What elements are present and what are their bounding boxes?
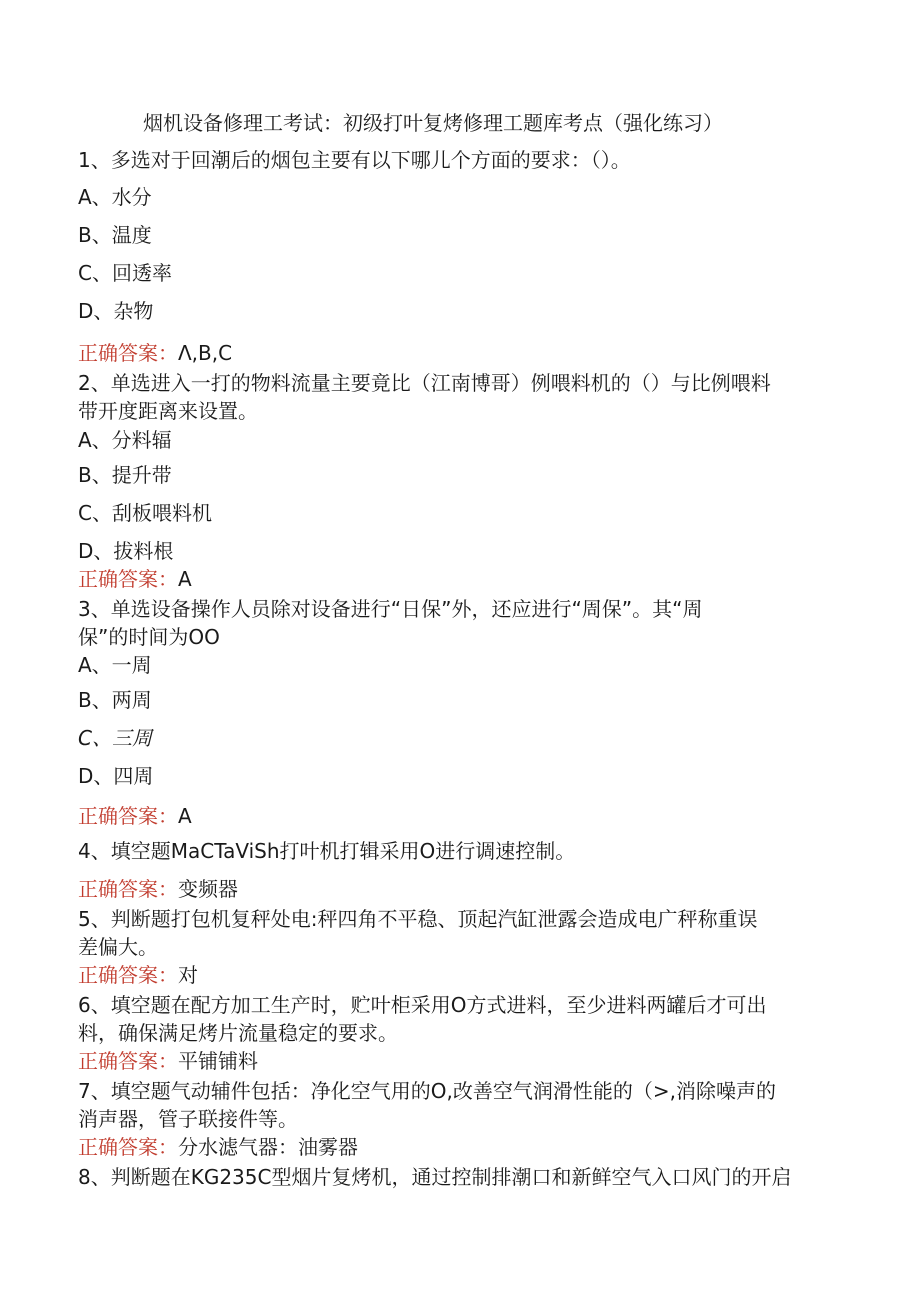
answer-label: 正确答案： bbox=[78, 1049, 178, 1073]
answer-value: 对 bbox=[178, 963, 198, 987]
question-2-stem-line-1: 2、单选进入一打的物料流量主要竟比（江南博哥）例喂料机的（）与比例喂料 bbox=[78, 371, 771, 395]
question-7-answer bbox=[78, 1134, 358, 1160]
question-1-answer bbox=[78, 340, 232, 366]
question-3-answer bbox=[78, 803, 192, 829]
question-3-stem-line-2: 保”的时间为OO bbox=[78, 625, 220, 649]
question-1-stem: 1、多选对于回潮后的烟包主要有以下哪儿个方面的要求：（）。 bbox=[78, 148, 631, 172]
question-1-option-a: A、水分 bbox=[78, 185, 152, 209]
answer-label: 正确答案： bbox=[78, 341, 178, 365]
question-7-stem-line-1: 7、填空题气动辅件包括：净化空气用的O,改善空气润滑性能的（>,消除噪声的 bbox=[78, 1079, 776, 1103]
answer-label: 正确答案： bbox=[78, 877, 178, 901]
question-5-answer bbox=[78, 962, 198, 988]
answer-label: 正确答案： bbox=[78, 963, 178, 987]
question-5-stem-line-2: 差偏大。 bbox=[78, 935, 158, 959]
question-2-option-a: A、分料辐 bbox=[78, 428, 172, 452]
question-4-stem: 4、填空题MaCTaViSh打叶机打辑采用O进行调速控制。 bbox=[78, 839, 576, 863]
question-3-stem-line-1: 3、单选设备操作人员除对设备进行“日保”外，还应进行“周保”。其“周 bbox=[78, 597, 703, 621]
question-1-option-c: C、回透率 bbox=[78, 261, 172, 285]
question-2-option-b: B、提升带 bbox=[78, 463, 172, 487]
question-6-stem-line-1: 6、填空题在配方加工生产时，贮叶柜采用O方式进料，至少进料两罐后才可出 bbox=[78, 993, 767, 1017]
answer-value: 分水滤气器：油雾器 bbox=[178, 1135, 358, 1159]
question-1-option-b: B、温度 bbox=[78, 223, 152, 247]
answer-value: A bbox=[178, 567, 192, 591]
question-8-stem-line-1: 8、判断题在KG235C型烟片复烤机，通过控制排潮口和新鲜空气入口风门的开启 bbox=[78, 1165, 792, 1189]
question-2-option-c: C、刮板喂料机 bbox=[78, 501, 212, 525]
question-4-answer bbox=[78, 876, 238, 902]
question-6-answer bbox=[78, 1048, 258, 1074]
question-7-stem-line-2: 消声器，管子联接件等。 bbox=[78, 1107, 298, 1131]
question-3-option-d: D、四周 bbox=[78, 764, 154, 788]
answer-label: 正确答案： bbox=[78, 1135, 178, 1159]
answer-value: 平铺铺料 bbox=[178, 1049, 258, 1073]
question-2-option-d: D、拔料根 bbox=[78, 539, 174, 563]
question-3-option-a: A、一周 bbox=[78, 653, 152, 677]
answer-value: A bbox=[178, 804, 192, 828]
question-3-option-b: B、两周 bbox=[78, 688, 152, 712]
answer-value: Λ,B,C bbox=[178, 341, 233, 365]
question-2-answer bbox=[78, 566, 192, 592]
answer-label: 正确答案： bbox=[78, 567, 178, 591]
question-3-option-c: C、三周 bbox=[78, 726, 152, 750]
document-title: 烟机设备修理工考试：初级打叶复烤修理工题库考点（强化练习） bbox=[143, 111, 723, 135]
question-5-stem-line-1: 5、判断题打包机复秤处电:秤四角不平稳、顶起汽缸泄露会造成电广秤称重误 bbox=[78, 907, 758, 931]
answer-value: 变频器 bbox=[178, 877, 238, 901]
question-6-stem-line-2: 料，确保满足烤片流量稳定的要求。 bbox=[78, 1021, 398, 1045]
answer-label: 正确答案： bbox=[78, 804, 178, 828]
question-1-option-d: D、杂物 bbox=[78, 299, 154, 323]
question-2-stem-line-2: 带开度距离来设置。 bbox=[78, 399, 258, 423]
